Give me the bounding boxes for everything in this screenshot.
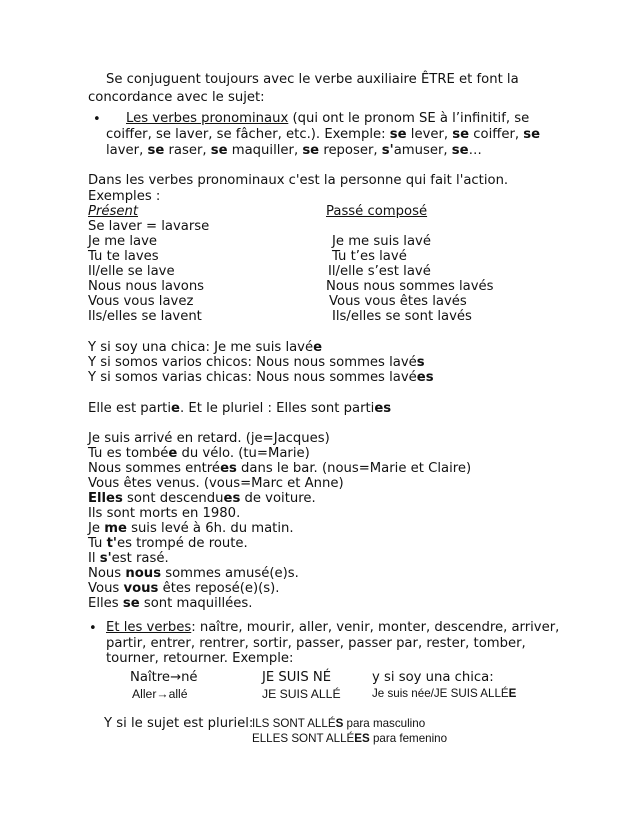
example-line: Elles sont descendues de voiture. xyxy=(88,491,316,506)
present-row: Vous vous lavez xyxy=(88,294,194,309)
spanish-line-2: Y si somos varios chicos: Nous nous sommes lavés xyxy=(88,355,425,370)
plural-femenino: ELLES SONT ALLÉES para femenino xyxy=(252,732,448,745)
passe-row: Je me suis lavé xyxy=(332,234,431,249)
exemples-label: Exemples : xyxy=(88,189,161,204)
bullet-verbes-line-2: partir, entrer, rentrer, sortir, passer, passer par, rester, tomber, xyxy=(106,636,526,651)
bullet-pronominaux-line-2: coiffer, se laver, se fâcher, etc.). Exemple: se lever, se coiffer, se xyxy=(106,127,541,142)
pronominal-description: Dans les verbes pronominaux c'est la personne qui fait l'action. xyxy=(88,173,509,188)
infinitive-line: Se laver = lavarse xyxy=(88,219,210,234)
plural-masculino: ILS SONT ALLÉS para masculino xyxy=(252,717,426,730)
passe-row: Ils/elles se sont lavés xyxy=(332,309,472,324)
bullet-pronominaux-line-1: Les verbes pronominaux (qui ont le pronom SE à l’infinitif, se xyxy=(126,111,530,126)
passe-compose-header: Passé composé xyxy=(326,204,428,219)
example-line: Tu t'es trompé de route. xyxy=(88,536,248,551)
bullet-verbes-line-3: tourner, retourner. Exemple: xyxy=(106,651,294,666)
pronominaux-title: Les verbes pronominaux xyxy=(126,111,289,126)
verb-row-chica: y si soy una chica: xyxy=(372,670,494,685)
bullet-verbes-line-1: Et les verbes: naître, mourir, aller, venir, monter, descendre, arriver, xyxy=(106,620,560,635)
partie-line: Elle est partie. Et le pluriel : Elles sont parties xyxy=(88,401,392,416)
spanish-line-1: Y si soy una chica: Je me suis lavée xyxy=(88,340,323,355)
verb-row-suis-alle: JE SUIS ALLÉ xyxy=(262,687,341,701)
example-line: Tu es tombée du vélo. (tu=Marie) xyxy=(88,446,310,461)
passe-row: Nous nous sommes lavés xyxy=(326,279,494,294)
example-line: Vous êtes venus. (vous=Marc et Anne) xyxy=(88,476,344,491)
bullet-pronominaux-line-3: laver, se raser, se maquiller, se reposer, s'amuser, se… xyxy=(106,143,482,158)
example-line: Ils sont morts en 1980. xyxy=(88,506,241,521)
present-row: Ils/elles se lavent xyxy=(88,309,202,324)
passe-row: Tu t’es lavé xyxy=(332,249,407,264)
intro-line-1: Se conjuguent toujours avec le verbe auxiliaire ÊTRE et font la xyxy=(106,72,519,87)
example-line: Vous vous êtes reposé(e)(s). xyxy=(88,581,280,596)
intro-line-2: concordance avec le sujet: xyxy=(88,90,265,105)
present-row: Nous nous lavons xyxy=(88,279,205,294)
bullet-marker: • xyxy=(89,621,97,636)
example-line: Nous nous sommes amusé(e)s. xyxy=(88,566,299,581)
example-line: Il s'est rasé. xyxy=(88,551,169,566)
present-header: Présent xyxy=(88,204,139,219)
example-line: Elles se sont maquillées. xyxy=(88,596,253,611)
passe-row: Vous vous êtes lavés xyxy=(329,294,467,309)
present-row: Je me lave xyxy=(88,234,158,249)
present-row: Tu te laves xyxy=(88,249,159,264)
verb-row-suis-ne: JE SUIS NÉ xyxy=(262,670,332,685)
example-line: Je me suis levé à 6h. du matin. xyxy=(88,521,294,536)
verb-row-suis-nee: Je suis née/JE SUIS ALLÉE xyxy=(372,687,517,700)
passe-row: Il/elle s’est lavé xyxy=(328,264,431,279)
example-line: Nous sommes entrées dans le bar. (nous=Marie et Claire) xyxy=(88,461,472,476)
verb-row-naitre: Naître→né xyxy=(130,670,198,685)
bullet-marker: • xyxy=(93,112,101,127)
present-row: Il/elle se lave xyxy=(88,264,175,279)
verb-row-aller: Aller→allé xyxy=(132,687,188,701)
plural-label: Y si le sujet est pluriel: xyxy=(104,716,254,731)
spanish-line-3: Y si somos varias chicas: Nous nous sommes lavées xyxy=(88,370,434,385)
example-line: Je suis arrivé en retard. (je=Jacques) xyxy=(88,431,330,446)
